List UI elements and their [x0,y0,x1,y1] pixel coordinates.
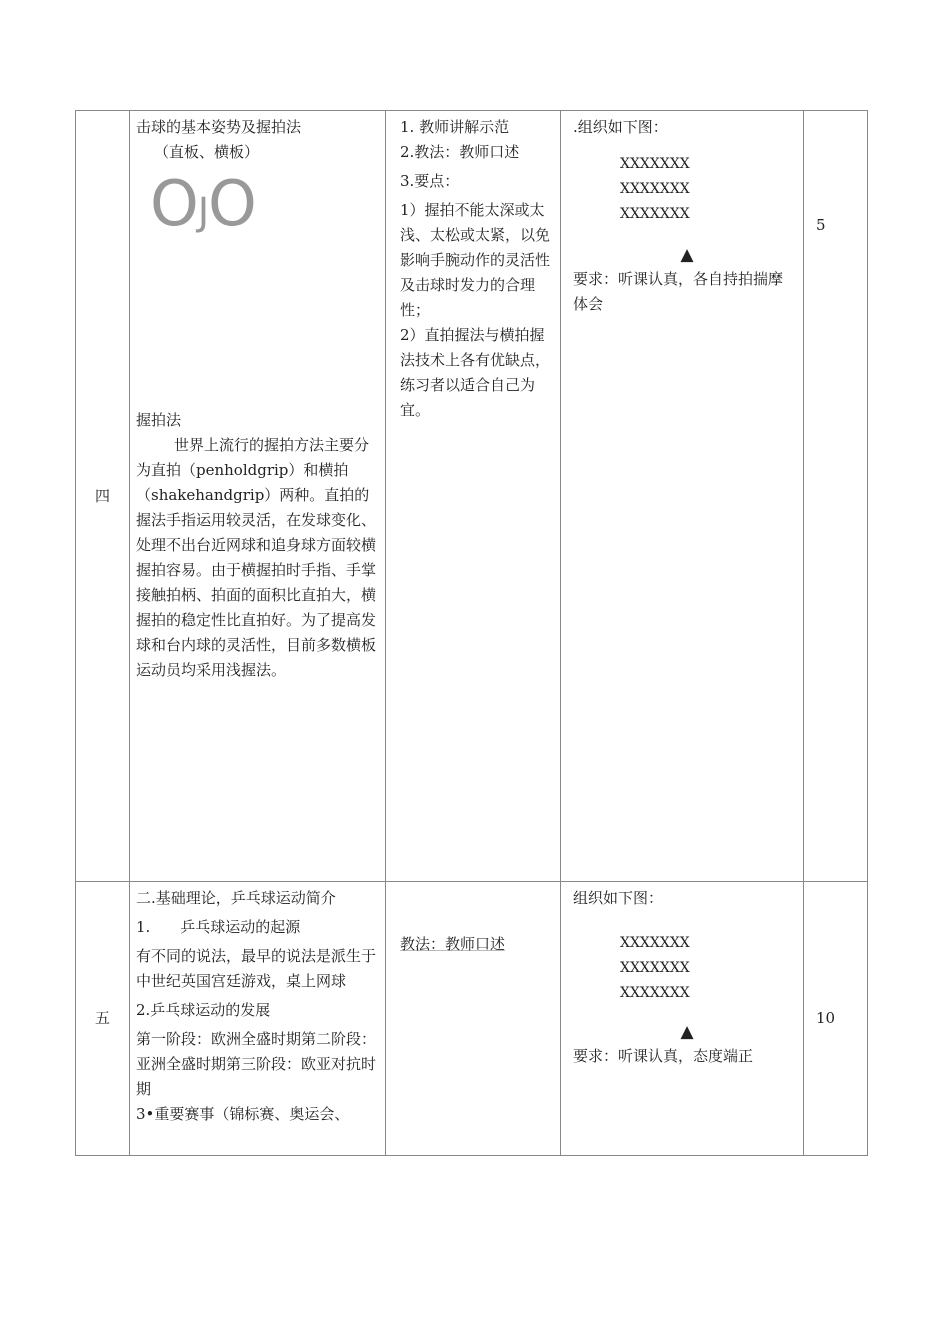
method-line: 1. 教师讲解示范 [400,118,510,136]
minutes-cell: 10 [804,882,868,1156]
section-title: 击球的基本姿势及握拍法 [136,118,302,136]
ojo-logo-image: OJO [150,167,256,240]
formation-row: XXXXXXX [620,960,690,976]
organization-label: .组织如下图： [573,118,668,136]
formation-row: XXXXXXX [620,206,690,222]
requirement-text: 要求：听课认真，各自持拍揣摩体会 [573,270,784,313]
grip-description: 世界上流行的握拍方法主要分为直拍（penholdgrip）和横拍（shakehandgrip）两种。直拍的握法手指运用较灵活，在发球变化、处理不出台近网球和追身球方面较横握拍容易。由于横握拍时手指、手掌接触拍柄、拍面的面积比直拍大，横握拍的稳定性比直拍好。为了提高发球和台内球的灵活性，目前多数横板运动员均采用浅握法。 [136,436,377,679]
organization-cell [561,882,804,1156]
paragraph: 有不同的说法，最早的说法是派生于中世纪英国宫廷游戏，桌上网球 [136,947,377,990]
organization-label: 组织如下图： [573,889,664,907]
subsection-heading: 2.乒乓球运动的发展 [136,1001,271,1019]
method-cell [386,111,561,882]
teacher-triangle-icon: ▲ [680,1022,694,1042]
method-point: 1）握拍不能太深或太浅、太松或太紧，以免影响手腕动作的灵活性及击球时发力的合理性； [400,201,551,319]
subsection-heading: 1. 乒乓球运动的起源 [136,918,301,936]
formation-diagram [567,152,797,227]
section-subtitle: （直板、横板） [154,143,260,161]
requirement-text: 要求：听课认真，态度端正 [573,1047,754,1065]
row-index: 五 [76,882,130,1156]
row-index: 四 [76,111,130,882]
section-title: 二.基础理论，乒乓球运动简介 [136,889,336,907]
method-line: 3.要点： [400,172,460,190]
minutes-cell: 5 [804,111,868,882]
formation-row: XXXXXXX [620,181,690,197]
organization-cell [561,111,804,882]
table-row [76,111,868,882]
formation-diagram [567,931,797,1006]
teacher-triangle-icon: ▲ [680,245,694,265]
content-cell [130,111,386,882]
grip-heading: 握拍法 [136,411,182,429]
formation-row: XXXXXXX [620,156,690,172]
table-row [76,882,868,1156]
paragraph: 3•重要赛事（锦标赛、奥运会、 [136,1105,350,1123]
formation-row: XXXXXXX [620,935,690,951]
method-point: 2）直拍握法与横拍握法技术上各有优缺点，练习者以适合自己为宜。 [400,326,551,419]
method-cell [386,882,561,1156]
paragraph: 第一阶段：欧洲全盛时期第二阶段：亚洲全盛时期第三阶段：欧亚对抗时期 [136,1030,377,1098]
formation-row: XXXXXXX [620,985,690,1001]
content-cell [130,882,386,1156]
lesson-plan-table [75,110,868,1156]
method-line: 教法：教师口述 [400,935,506,953]
method-line: 2.教法：教师口述 [400,143,520,161]
